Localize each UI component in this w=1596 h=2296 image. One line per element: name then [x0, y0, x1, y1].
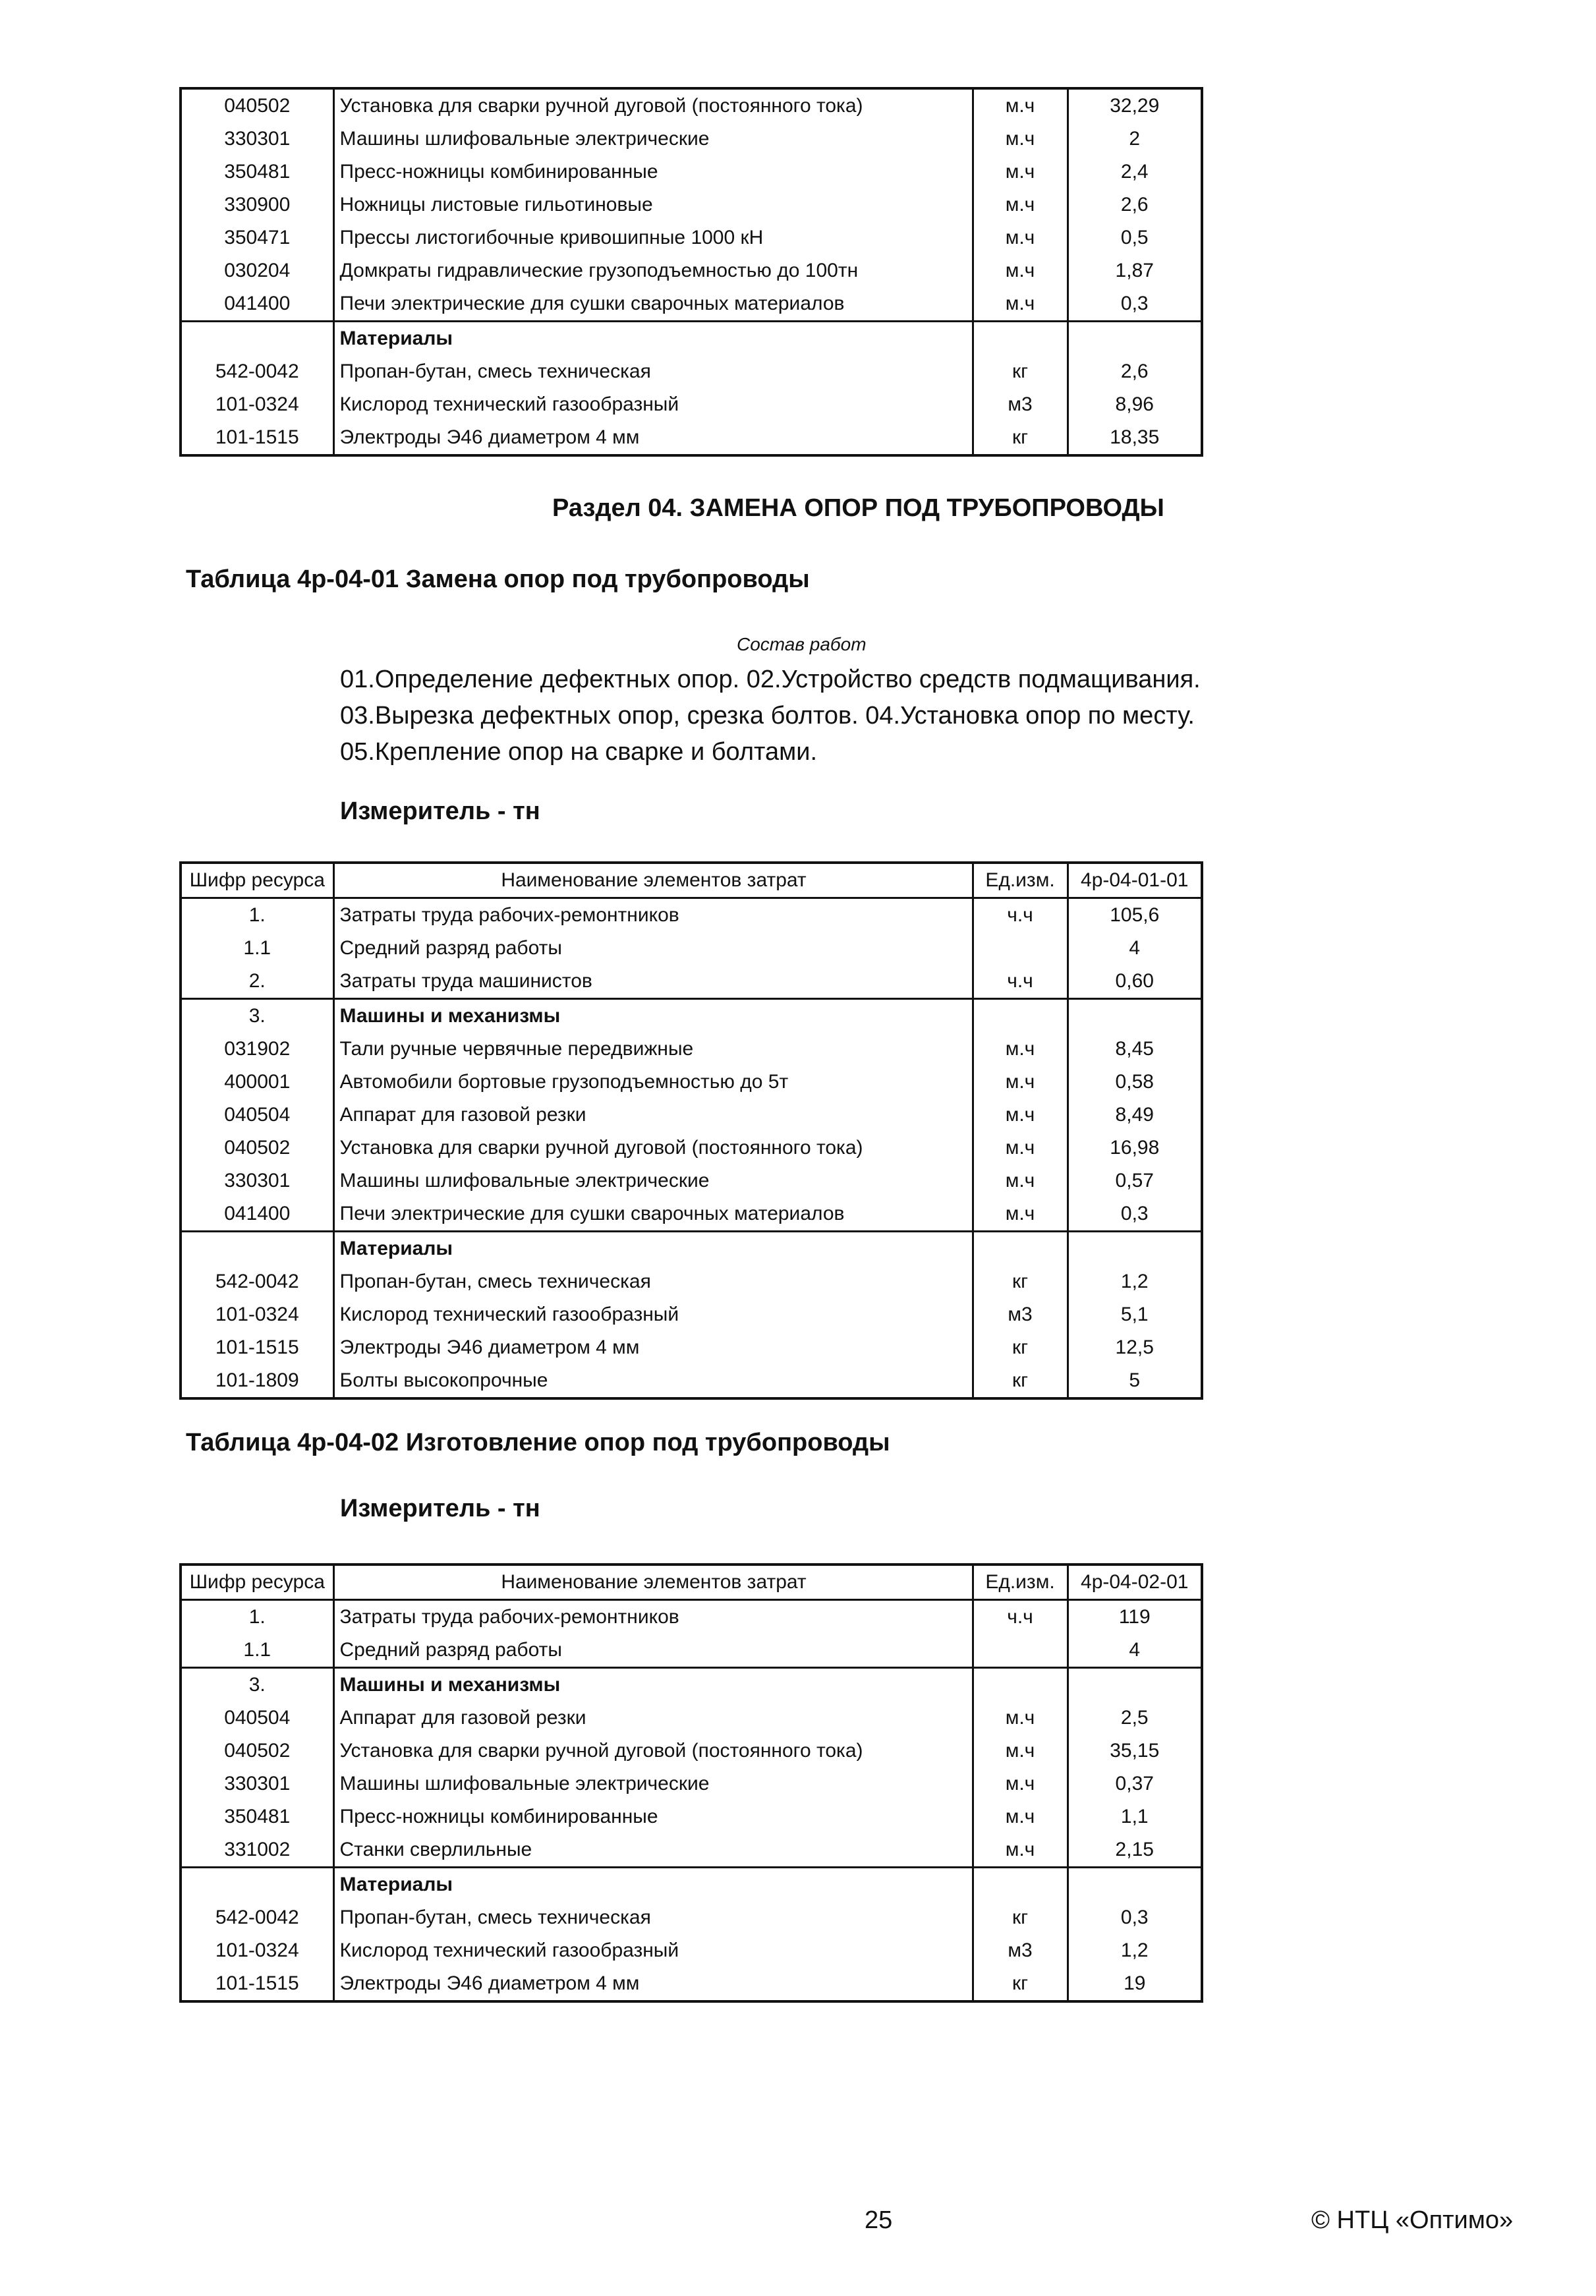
- table-row: [181, 1331, 1202, 1364]
- cell-unit: м.ч: [973, 1735, 1068, 1767]
- cell-name: Домкраты гидравлические грузоподъемностью до 100тн: [333, 254, 973, 287]
- cell-value: 32,29: [1110, 95, 1160, 117]
- cell-name: Установка для сварки ручной дуговой (постоянного тока): [333, 1132, 973, 1164]
- table-row: [181, 88, 1202, 123]
- table-row: [181, 1735, 1202, 1767]
- cell-name: Печи электрические для сушки сварочных материалов: [333, 287, 973, 322]
- cell-unit: кг: [973, 1364, 1068, 1398]
- cell-code: 542-0042: [181, 1265, 333, 1298]
- cell-code: 101-0324: [181, 1298, 333, 1331]
- table2-measure: Измеритель - тн: [340, 1495, 540, 1522]
- cell-value: 8,45: [1115, 1038, 1154, 1060]
- cell-value: 0,37: [1115, 1773, 1154, 1794]
- table1-body: [181, 898, 1202, 1399]
- cell-value: 0,5: [1120, 227, 1149, 248]
- cell-unit: [973, 932, 1068, 965]
- table1-measure: Измеритель - тн: [340, 797, 540, 825]
- cell-value: 1,2: [1120, 1939, 1149, 1961]
- header-code: Шифр ресурса: [181, 863, 333, 898]
- table-row: [181, 188, 1202, 221]
- cell-name: Тали ручные червячные передвижные: [333, 1033, 973, 1066]
- cell-unit: м.ч: [973, 1800, 1068, 1833]
- cell-name: Пресс-ножницы комбинированные: [333, 1800, 973, 1833]
- cell-unit: м.ч: [973, 287, 1068, 322]
- cell-name: Установка для сварки ручной дуговой (постоянного тока): [333, 88, 973, 123]
- cell-code: 3.: [181, 999, 333, 1033]
- cell-unit: м.ч: [973, 1033, 1068, 1066]
- cell-code: 040502: [181, 1132, 333, 1164]
- cell-name: Электроды Э46 диаметром 4 мм: [333, 1331, 973, 1364]
- cell-value: 2,6: [1120, 194, 1149, 215]
- cell-value: 2,5: [1120, 1707, 1149, 1729]
- cell-unit: ч.ч: [973, 1600, 1068, 1634]
- table-row: [181, 1364, 1202, 1398]
- cell-value: 35,15: [1110, 1740, 1160, 1762]
- table-row: [181, 1934, 1202, 1967]
- table-row: [181, 287, 1202, 322]
- cell-code: 101-0324: [181, 1934, 333, 1967]
- cell-unit: м.ч: [973, 1132, 1068, 1164]
- table-row: [181, 1967, 1202, 2001]
- cell-code: 041400: [181, 1197, 333, 1232]
- cell-unit: кг: [973, 1331, 1068, 1364]
- cell-code: 040504: [181, 1099, 333, 1132]
- top-table: [179, 87, 1203, 457]
- cell-value: 2,6: [1120, 360, 1149, 382]
- cell-unit: [973, 1868, 1068, 1902]
- cell-name: Электроды Э46 диаметром 4 мм: [333, 1967, 973, 2001]
- table-row: [181, 355, 1202, 388]
- cell-value: 4: [1129, 1639, 1141, 1661]
- table-row: [181, 1800, 1202, 1833]
- cell-code: 330301: [181, 1767, 333, 1800]
- cell-value: [1068, 1668, 1202, 1702]
- cell-unit: м.ч: [973, 1066, 1068, 1099]
- table-row: [181, 932, 1202, 965]
- cell-value: 19: [1124, 1972, 1146, 1994]
- cell-code: 1.1: [181, 1634, 333, 1668]
- copyright: © НТЦ «Оптимо»: [1311, 2206, 1514, 2234]
- cell-unit: [973, 322, 1068, 356]
- table-row: [181, 1901, 1202, 1934]
- table2-body: [181, 1600, 1202, 2002]
- cell-code: 1.: [181, 898, 333, 933]
- cell-name: Аппарат для газовой резки: [333, 1702, 973, 1735]
- cell-name: Кислород технический газообразный: [333, 1934, 973, 1967]
- cell-code: 350481: [181, 156, 333, 188]
- composition-text: [340, 662, 1201, 770]
- cell-value: 0,58: [1115, 1071, 1154, 1093]
- table-row: [181, 1164, 1202, 1197]
- table-group-row: [181, 1668, 1202, 1702]
- header-unit: Ед.изм.: [973, 863, 1068, 898]
- cell-name: Кислород технический газообразный: [333, 1298, 973, 1331]
- header-value: 4р-04-01-01: [1068, 863, 1202, 898]
- cell-name: Кислород технический газообразный: [333, 388, 973, 421]
- table-row: [181, 1634, 1202, 1668]
- table2: [179, 1563, 1203, 2003]
- cell-code: 330301: [181, 123, 333, 156]
- cell-code: 031902: [181, 1033, 333, 1066]
- header-code: Шифр ресурса: [181, 1564, 333, 1600]
- table-row: [181, 898, 1202, 933]
- cell-name: Автомобили бортовые грузоподъемностью до 5т: [333, 1066, 973, 1099]
- top-table-body: [181, 88, 1202, 455]
- cell-unit: м.ч: [973, 1833, 1068, 1868]
- cell-unit: ч.ч: [973, 965, 1068, 999]
- cell-value: 1,87: [1115, 260, 1154, 281]
- cell-unit: м3: [973, 1934, 1068, 1967]
- cell-value: 5,1: [1120, 1304, 1149, 1325]
- cell-name: Ножницы листовые гильотиновые: [333, 188, 973, 221]
- cell-name: Машины шлифовальные электрические: [333, 1164, 973, 1197]
- table-row: [181, 254, 1202, 287]
- cell-value: [1068, 999, 1202, 1033]
- cell-code: 101-1515: [181, 421, 333, 455]
- cell-value: 0,3: [1120, 1203, 1149, 1224]
- cell-value: 1,1: [1120, 1806, 1149, 1827]
- cell-value: 0,3: [1120, 1907, 1149, 1928]
- cell-code: 101-0324: [181, 388, 333, 421]
- cell-name: Аппарат для газовой резки: [333, 1099, 973, 1132]
- cell-code: 041400: [181, 287, 333, 322]
- cell-value: 0,60: [1115, 970, 1154, 992]
- cell-value: 18,35: [1110, 426, 1160, 448]
- cell-value: [1068, 1232, 1202, 1266]
- cell-code: 101-1809: [181, 1364, 333, 1398]
- table-row: [181, 1033, 1202, 1066]
- table-row: [181, 1066, 1202, 1099]
- table1-title: Таблица 4р-04-01 Замена опор под трубопроводы: [186, 565, 810, 593]
- table2-header-row: [181, 1564, 1202, 1600]
- cell-code: 040502: [181, 88, 333, 123]
- cell-code: 101-1515: [181, 1967, 333, 2001]
- cell-unit: м3: [973, 1298, 1068, 1331]
- cell-name: Затраты труда машинистов: [333, 965, 973, 999]
- cell-value: 2: [1129, 128, 1141, 150]
- cell-code: 1.1: [181, 932, 333, 965]
- cell-name: Печи электрические для сушки сварочных материалов: [333, 1197, 973, 1232]
- cell-code: 542-0042: [181, 1901, 333, 1934]
- cell-name: Средний разряд работы: [333, 1634, 973, 1668]
- header-value: 4р-04-02-01: [1068, 1564, 1202, 1600]
- cell-code: 030204: [181, 254, 333, 287]
- cell-value: 5: [1129, 1369, 1141, 1391]
- cell-value: 1,2: [1120, 1271, 1149, 1292]
- cell-name: Пропан-бутан, смесь техническая: [333, 1265, 973, 1298]
- table-row: [181, 1767, 1202, 1800]
- cell-value: 0,3: [1120, 293, 1149, 314]
- cell-name: Болты высокопрочные: [333, 1364, 973, 1398]
- cell-unit: м.ч: [973, 221, 1068, 254]
- cell-code: 330900: [181, 188, 333, 221]
- table1: [179, 861, 1203, 1400]
- table-group-row: [181, 1232, 1202, 1266]
- table-group-row: [181, 322, 1202, 356]
- cell-name: Электроды Э46 диаметром 4 мм: [333, 421, 973, 455]
- table-row: [181, 123, 1202, 156]
- table-row: [181, 1197, 1202, 1232]
- cell-name: Машины и механизмы: [333, 1668, 973, 1702]
- table-row: [181, 1099, 1202, 1132]
- page-number: 25: [865, 2206, 893, 2234]
- cell-code: 040504: [181, 1702, 333, 1735]
- cell-unit: кг: [973, 421, 1068, 455]
- cell-unit: кг: [973, 1265, 1068, 1298]
- cell-value: 119: [1118, 1606, 1151, 1628]
- composition-line: 01.Определение дефектных опор. 02.Устройство средств подмащивания.: [340, 666, 1201, 693]
- cell-name: Материалы: [333, 322, 973, 356]
- cell-unit: м.ч: [973, 88, 1068, 123]
- header-name: Наименование элементов затрат: [333, 1564, 973, 1600]
- cell-name: Материалы: [333, 1868, 973, 1902]
- cell-code: [181, 322, 333, 356]
- cell-value: 8,96: [1115, 393, 1154, 415]
- cell-unit: м.ч: [973, 1767, 1068, 1800]
- table-group-row: [181, 999, 1202, 1033]
- cell-unit: [973, 1232, 1068, 1266]
- cell-unit: [973, 1634, 1068, 1668]
- composition-title: Состав работ: [737, 634, 867, 654]
- cell-unit: кг: [973, 1901, 1068, 1934]
- composition-line: 05.Крепление опор на сварке и болтами.: [340, 738, 818, 766]
- cell-code: 400001: [181, 1066, 333, 1099]
- cell-name: Материалы: [333, 1232, 973, 1266]
- cell-unit: м.ч: [973, 254, 1068, 287]
- cell-value: 2,4: [1120, 161, 1149, 183]
- cell-unit: м.ч: [973, 156, 1068, 188]
- cell-code: 350471: [181, 221, 333, 254]
- table-row: [181, 156, 1202, 188]
- cell-value: [1068, 322, 1202, 356]
- cell-unit: м.ч: [973, 1702, 1068, 1735]
- cell-value: 105,6: [1110, 904, 1160, 926]
- cell-unit: м3: [973, 388, 1068, 421]
- cell-unit: м.ч: [973, 123, 1068, 156]
- table-row: [181, 965, 1202, 999]
- table-group-row: [181, 1868, 1202, 1902]
- cell-name: Затраты труда рабочих-ремонтников: [333, 898, 973, 933]
- section-title: Раздел 04. ЗАМЕНА ОПОР ПОД ТРУБОПРОВОДЫ: [552, 494, 1164, 522]
- cell-unit: м.ч: [973, 1197, 1068, 1232]
- cell-code: 040502: [181, 1735, 333, 1767]
- cell-value: 8,49: [1115, 1104, 1154, 1126]
- table-row: [181, 421, 1202, 455]
- cell-value: [1068, 1868, 1202, 1902]
- cell-name: Установка для сварки ручной дуговой (постоянного тока): [333, 1735, 973, 1767]
- header-name: Наименование элементов затрат: [333, 863, 973, 898]
- cell-name: Пропан-бутан, смесь техническая: [333, 355, 973, 388]
- cell-name: Средний разряд работы: [333, 932, 973, 965]
- cell-name: Пресс-ножницы комбинированные: [333, 156, 973, 188]
- cell-unit: кг: [973, 1967, 1068, 2001]
- cell-unit: [973, 999, 1068, 1033]
- table-row: [181, 1265, 1202, 1298]
- cell-code: 542-0042: [181, 355, 333, 388]
- composition-line: 03.Вырезка дефектных опор, срезка болтов. 04.Установка опор по месту.: [340, 702, 1195, 730]
- cell-name: Машины и механизмы: [333, 999, 973, 1033]
- cell-code: 350481: [181, 1800, 333, 1833]
- table2-title: Таблица 4р-04-02 Изготовление опор под трубопроводы: [186, 1429, 890, 1456]
- cell-unit: кг: [973, 355, 1068, 388]
- cell-unit: м.ч: [973, 188, 1068, 221]
- cell-code: 331002: [181, 1833, 333, 1868]
- cell-code: 101-1515: [181, 1331, 333, 1364]
- cell-code: 330301: [181, 1164, 333, 1197]
- cell-code: 3.: [181, 1668, 333, 1702]
- cell-unit: ч.ч: [973, 898, 1068, 933]
- cell-value: 2,15: [1115, 1839, 1154, 1860]
- cell-unit: [973, 1668, 1068, 1702]
- cell-code: [181, 1232, 333, 1266]
- cell-name: Машины шлифовальные электрические: [333, 1767, 973, 1800]
- cell-name: Машины шлифовальные электрические: [333, 123, 973, 156]
- cell-code: 1.: [181, 1600, 333, 1634]
- cell-value: 16,98: [1110, 1137, 1160, 1159]
- cell-name: Станки сверлильные: [333, 1833, 973, 1868]
- cell-code: 2.: [181, 965, 333, 999]
- header-unit: Ед.изм.: [973, 1564, 1068, 1600]
- table-row: [181, 1833, 1202, 1868]
- table1-header-row: [181, 863, 1202, 898]
- cell-code: [181, 1868, 333, 1902]
- cell-name: Прессы листогибочные кривошипные 1000 кН: [333, 221, 973, 254]
- cell-value: 12,5: [1115, 1336, 1154, 1358]
- cell-name: Пропан-бутан, смесь техническая: [333, 1901, 973, 1934]
- table-row: [181, 1600, 1202, 1634]
- table-row: [181, 221, 1202, 254]
- table-row: [181, 1298, 1202, 1331]
- table-row: [181, 1702, 1202, 1735]
- table-row: [181, 1132, 1202, 1164]
- cell-unit: м.ч: [973, 1099, 1068, 1132]
- cell-value: 4: [1129, 937, 1141, 959]
- table-row: [181, 388, 1202, 421]
- cell-value: 0,57: [1115, 1170, 1154, 1191]
- cell-name: Затраты труда рабочих-ремонтников: [333, 1600, 973, 1634]
- cell-unit: м.ч: [973, 1164, 1068, 1197]
